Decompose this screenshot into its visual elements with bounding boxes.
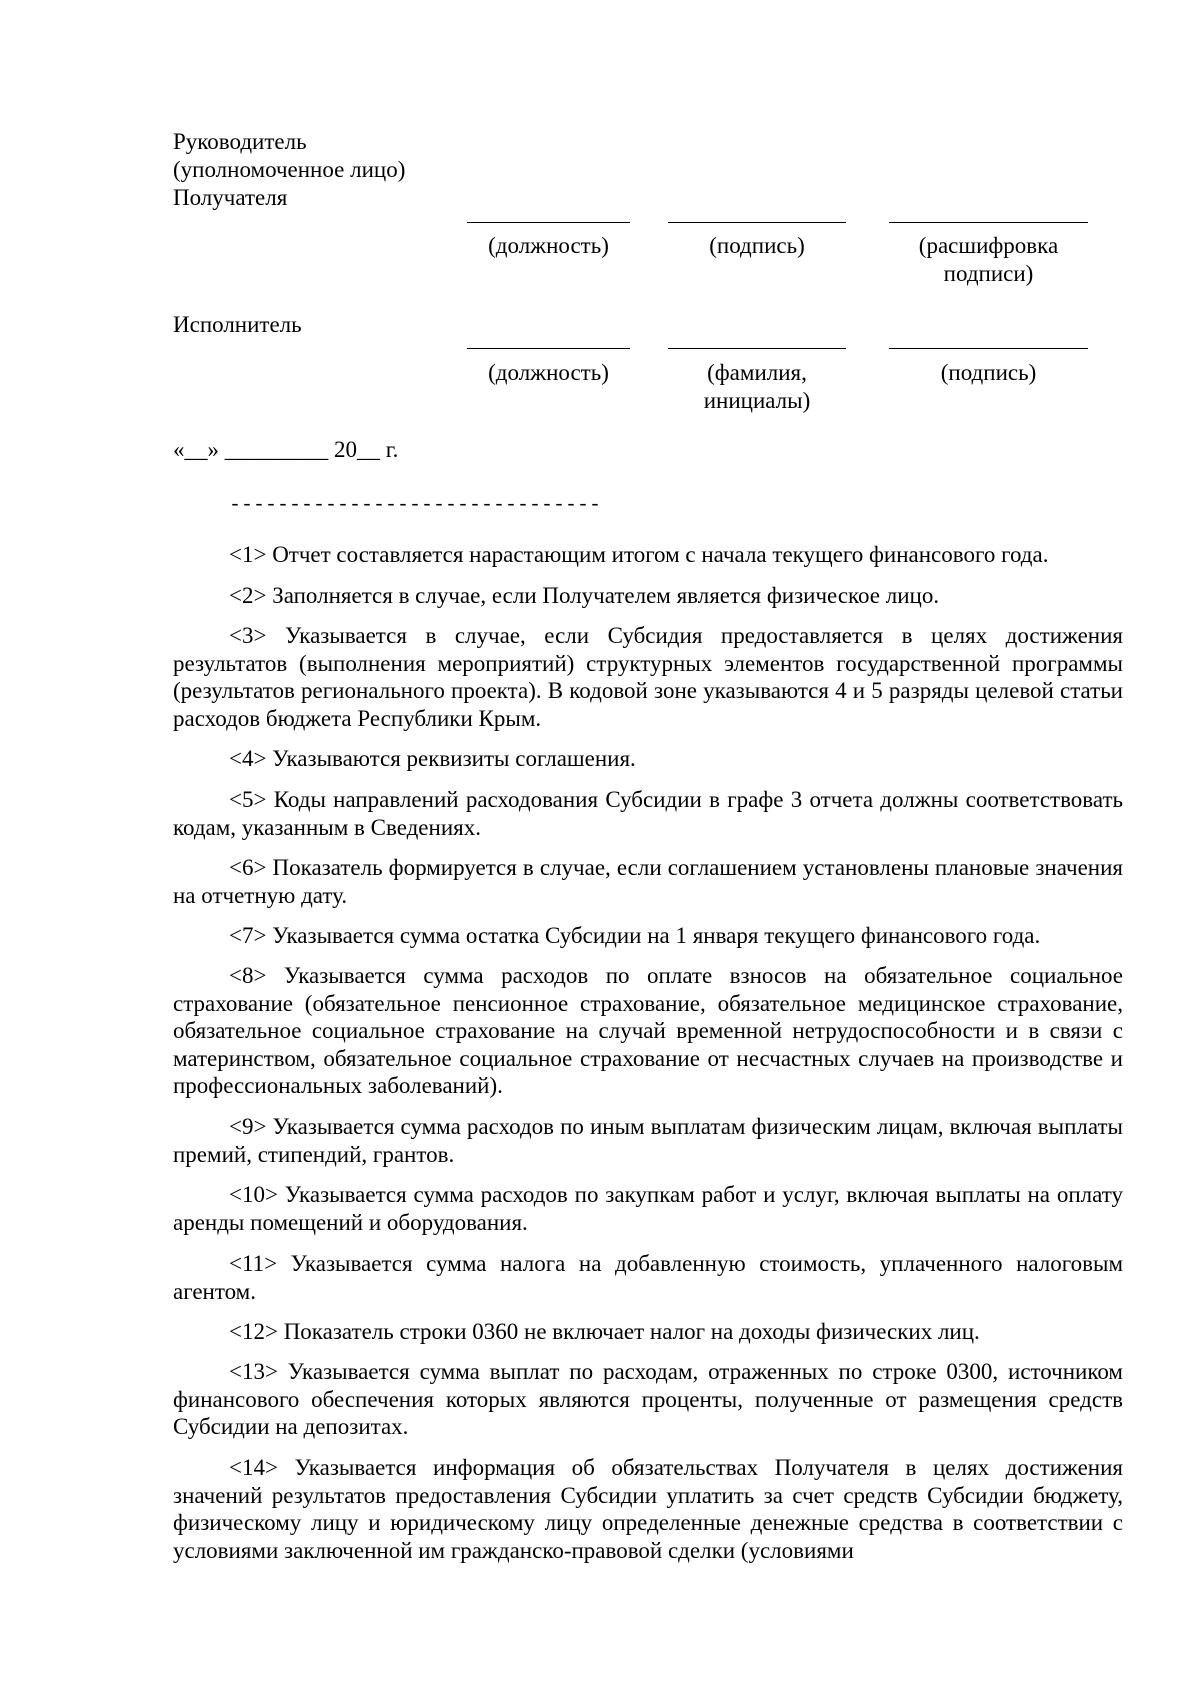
date-line: «__» _________ 20__ г. bbox=[173, 437, 399, 462]
footnote-12: <12> Показатель строки 0360 не включает налог на доходы физических лиц. bbox=[229, 1319, 980, 1344]
footnote-11: <11> Указывается сумма налога на добавленную стоимость, уплаченного налоговым агентом. bbox=[173, 1251, 1123, 1304]
executor-label: Исполнитель bbox=[173, 312, 302, 337]
signature-line bbox=[668, 222, 846, 223]
head-label-line: (уполномоченное лицо) bbox=[173, 157, 406, 182]
footnote-10: <10> Указывается сумма расходов по закупкам работ и услуг, включая выплаты на оплату аренды помещений и оборудования. bbox=[173, 1182, 1123, 1235]
signature-line bbox=[889, 222, 1088, 223]
caption-signature: (подпись) bbox=[940, 360, 1037, 385]
footnote-8: <8> Указывается сумма расходов по оплате взносов на обязательное социальное страхование (обязательное пенсионное страхование, обязательное медицинское страхование, обязательное социальное страхование на случай временной нетрудоспособности и в связи с материнством, обязательное социальное страхование от несчастных случаев на производстве и профессиональных заболеваний). bbox=[173, 963, 1123, 1098]
signature-line bbox=[467, 348, 630, 349]
footnote-13: <13> Указывается сумма выплат по расходам, отраженных по строке 0300, источником финансового обеспечения которых являются проценты, полученные от размещения средств Субсидии на депозитах. bbox=[173, 1359, 1123, 1439]
footnote-2: <2> Заполняется в случае, если Получателем является физическое лицо. bbox=[229, 583, 940, 608]
footnote-5: <5> Коды направлений расходования Субсидии в графе 3 отчета должны соответствовать кодам, указанным в Сведениях. bbox=[173, 787, 1123, 840]
signature-line bbox=[668, 348, 846, 349]
signature-line bbox=[889, 348, 1088, 349]
head-label-line: Руководитель bbox=[173, 129, 307, 154]
caption-signature-decoding: (расшифровка подписи) bbox=[918, 233, 1059, 286]
footnote-6: <6> Показатель формируется в случае, если соглашением установлены плановые значения на отчетную дату. bbox=[173, 855, 1123, 908]
footnote-separator: ------------------------------- bbox=[229, 494, 602, 517]
footnote-7: <7> Указывается сумма остатка Субсидии на 1 января текущего финансового года. bbox=[229, 923, 1041, 948]
caption-name-initials: (фамилия, инициалы) bbox=[703, 360, 811, 413]
footnote-3: <3> Указывается в случае, если Субсидия предоставляется в целях достижения результатов (выполнения мероприятий) структурных элементов государственной программы (результатов регионального проекта). В кодовой зоне указываются 4 и 5 разряды целевой статьи расходов бюджета Республики Крым. bbox=[173, 623, 1123, 731]
footnote-14: <14> Указывается информация об обязательствах Получателя в целях достижения значений результатов предоставления Субсидии уплатить за счет средств Субсидии бюджету, физическому лицу и юридическому лицу определенные денежные средства в соответствии с условиями заключенной им гражданско-правовой сделки (условиями bbox=[173, 1455, 1123, 1563]
footnote-1: <1> Отчет составляется нарастающим итогом с начала текущего финансового года. bbox=[229, 542, 1049, 567]
head-label-line: Получателя bbox=[173, 185, 288, 210]
footnote-9: <9> Указывается сумма расходов по иным выплатам физическим лицам, включая выплаты премий, стипендий, грантов. bbox=[173, 1114, 1123, 1167]
caption-signature: (подпись) bbox=[709, 233, 805, 258]
caption-position: (должность) bbox=[488, 360, 609, 385]
signature-line bbox=[467, 222, 630, 223]
footnote-4: <4> Указываются реквизиты соглашения. bbox=[229, 746, 636, 771]
caption-position: (должность) bbox=[488, 233, 609, 258]
head-label bbox=[173, 128, 405, 212]
